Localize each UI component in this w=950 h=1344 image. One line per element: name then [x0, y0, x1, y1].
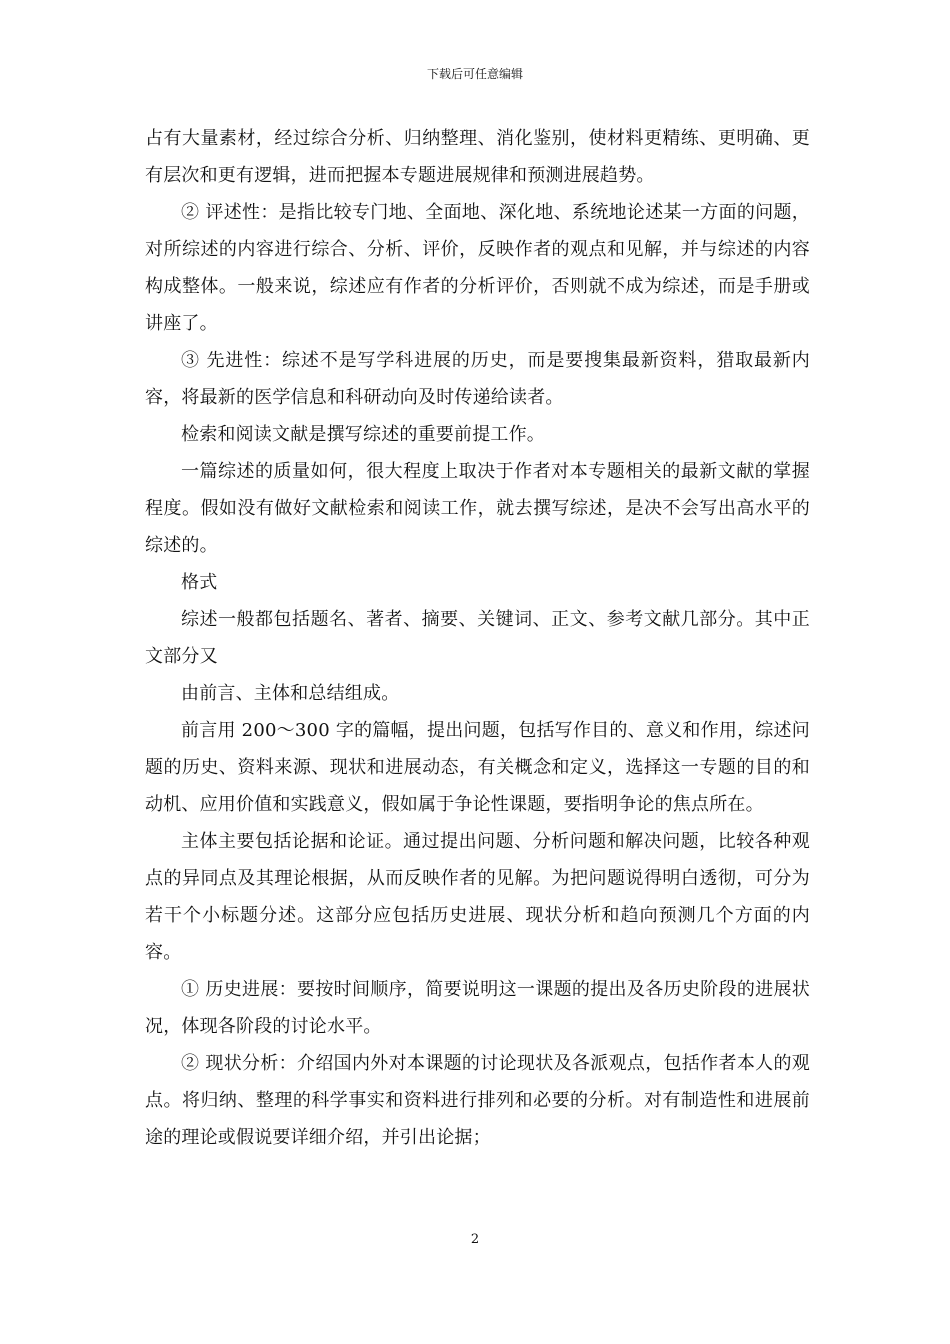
page-header: 下载后可任意编辑: [426, 67, 523, 81]
paragraph-6-heading: 格式: [181, 572, 218, 593]
paragraph-8: 由前言、主体和总结组成。: [181, 683, 400, 704]
page-number: 2: [470, 1232, 480, 1247]
paragraph-4: 检索和阅读文献是撰写综述的重要前提工作。: [181, 424, 545, 445]
paragraph-7: 综述一般都包括题名、著者、摘要、关键词、正文、参考文献几部分。其中正文部分又: [145, 609, 810, 667]
paragraph-9: 前言用 200～300 字的篇幅，提出问题，包括写作目的、意义和作用，综述问题的历史、资料来源、现状和进展动态，有关概念和定义，选择这一专题的目的和动机、应用价值和实践意义，假如属于争论性课题，要指明争论的焦点所在。: [145, 720, 810, 815]
paragraph-2: ② 评述性：是指比较专门地、全面地、深化地、系统地论述某一方面的问题，对所综述的内容进行综合、分析、评价，反映作者的观点和见解，并与综述的内容构成整体。一般来说，综述应有作者的分析评价，否则就不成为综述，而是手册或讲座了。: [145, 202, 810, 334]
paragraph-12: ② 现状分析：介绍国内外对本课题的讨论现状及各派观点，包括作者本人的观点。将归纳、整理的科学事实和资料进行排列和必要的分析。对有制造性和进展前途的理论或假说要详细介绍，并引出论据；: [145, 1053, 810, 1148]
paragraph-11: ① 历史进展：要按时间顺序，简要说明这一课题的提出及各历史阶段的进展状况，体现各阶段的讨论水平。: [145, 979, 810, 1037]
paragraph-10: 主体主要包括论据和论证。通过提出问题、分析问题和解决问题，比较各种观点的异同点及其理论根据，从而反映作者的见解。为把问题说得明白透彻，可分为若干个小标题分述。这部分应包括历史进展、现状分析和趋向预测几个方面的内容。: [145, 831, 810, 963]
document-body: [145, 120, 810, 1156]
paragraph-1: 占有大量素材，经过综合分析、归纳整理、消化鉴别，使材料更精练、更明确、更有层次和更有逻辑，进而把握本专题进展规律和预测进展趋势。: [145, 128, 810, 186]
paragraph-3: ③ 先进性：综述不是写学科进展的历史，而是要搜集最新资料，猎取最新内容，将最新的医学信息和科研动向及时传递给读者。: [145, 350, 810, 408]
paragraph-5: 一篇综述的质量如何，很大程度上取决于作者对本专题相关的最新文献的掌握程度。假如没有做好文献检索和阅读工作，就去撰写综述，是决不会写出高水平的综述的。: [145, 461, 810, 556]
